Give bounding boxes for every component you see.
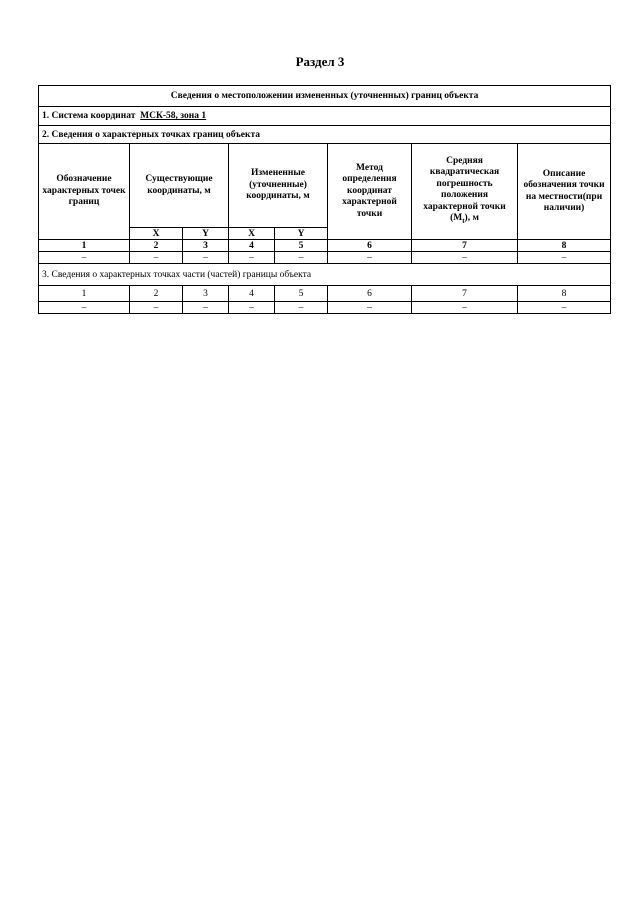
col-number: 6 <box>328 286 412 302</box>
col-number: 4 <box>229 286 275 302</box>
col-number: 3 <box>183 286 229 302</box>
table-cell: – <box>275 252 328 264</box>
axis-x-changed: X <box>229 228 275 240</box>
col-number: 2 <box>130 240 183 252</box>
axis-x-existing: X <box>130 228 183 240</box>
table-cell: – <box>412 302 518 314</box>
table-cell: – <box>412 252 518 264</box>
axis-y-existing: Y <box>183 228 229 240</box>
axis-y-changed: Y <box>275 228 328 240</box>
col-number: 7 <box>412 286 518 302</box>
table-cell: – <box>130 252 183 264</box>
header-existing-coords: Существующие координаты, м <box>130 144 229 228</box>
table-cell: – <box>518 252 611 264</box>
points-section-title: 2. Сведения о характерных точках границ объекта <box>39 126 611 144</box>
header-changed-coords: Измененные (уточненные) координаты, м <box>229 144 328 228</box>
coord-system-label: 1. Система координат <box>42 111 136 121</box>
col-number: 8 <box>518 240 611 252</box>
table-cell: – <box>328 302 412 314</box>
col-number: 8 <box>518 286 611 302</box>
col-number: 7 <box>412 240 518 252</box>
table-cell: – <box>130 302 183 314</box>
parts-data-row <box>39 302 611 314</box>
section-title: Раздел 3 <box>295 54 345 69</box>
table-title: Сведения о местоположении измененных (уточненных) границ объекта <box>39 86 611 107</box>
col-number: 1 <box>39 240 130 252</box>
coord-system-row <box>39 107 611 126</box>
points-column-numbers-row <box>39 240 611 252</box>
col-number: 4 <box>229 240 275 252</box>
col-number: 1 <box>39 286 130 302</box>
table-cell: – <box>229 252 275 264</box>
header-mean-error-sub: t <box>462 216 465 225</box>
header-mean-error <box>412 144 518 240</box>
header-mean-error-text: Средняя квадратическая погрешность положения характерной точки (M <box>423 155 506 224</box>
col-number: 6 <box>328 240 412 252</box>
table-cell: – <box>39 252 130 264</box>
col-number: 2 <box>130 286 183 302</box>
col-number: 3 <box>183 240 229 252</box>
parts-section-title: 3. Сведения о характерных точках части (частей) границы объекта <box>39 264 611 286</box>
table-cell: – <box>518 302 611 314</box>
coord-system-value: МСК-58, зона 1 <box>140 111 207 121</box>
header-designation: Обозначение характерных точек границ <box>39 144 130 240</box>
table-cell: – <box>229 302 275 314</box>
table-cell: – <box>183 302 229 314</box>
table-cell: – <box>328 252 412 264</box>
header-mean-error-end: ), м <box>464 213 479 224</box>
header-description: Описание обозначения точки на местности(при наличии) <box>518 144 611 240</box>
parts-column-numbers-row <box>39 286 611 302</box>
points-data-row <box>39 252 611 264</box>
header-method: Метод определения координат характерной точки <box>328 144 412 240</box>
col-number: 5 <box>275 286 328 302</box>
table-cell: – <box>39 302 130 314</box>
table-cell: – <box>275 302 328 314</box>
table-cell: – <box>183 252 229 264</box>
col-number: 5 <box>275 240 328 252</box>
boundary-table <box>38 85 611 314</box>
